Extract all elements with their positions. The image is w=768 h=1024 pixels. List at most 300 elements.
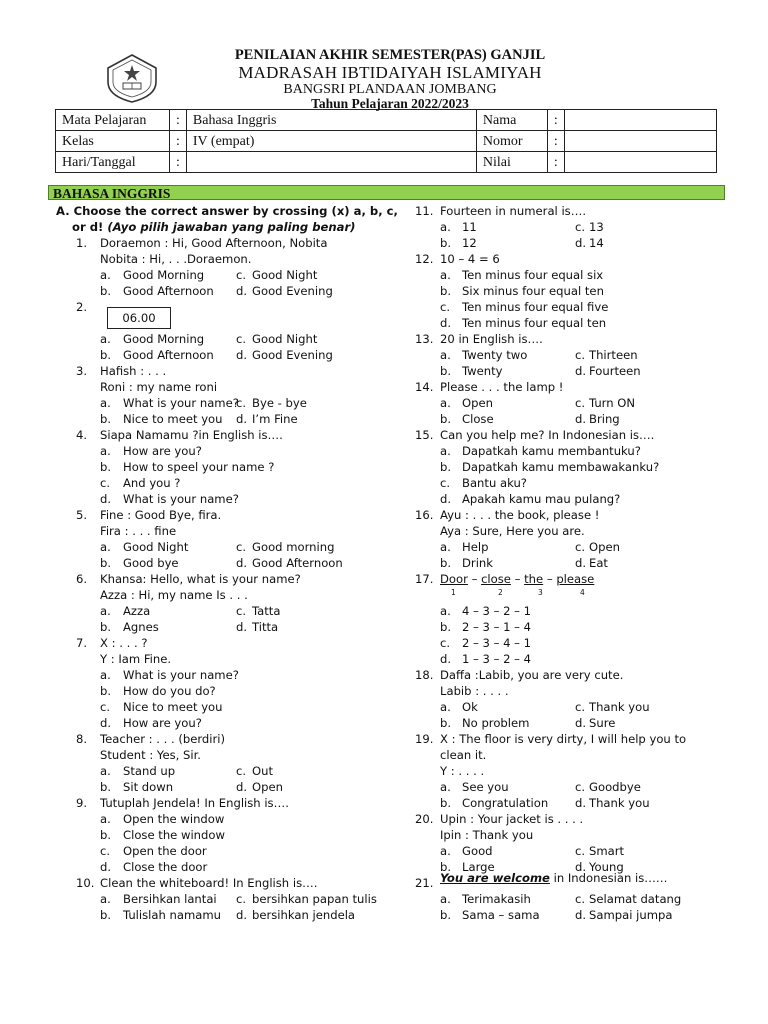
option-text[interactable]: 12 <box>462 236 477 250</box>
question-line <box>415 491 735 507</box>
option-letter[interactable]: c. <box>100 844 111 858</box>
question-line <box>56 667 396 683</box>
option-letter[interactable]: d. <box>236 284 248 298</box>
question-text: Fira : . . . fine <box>100 524 177 538</box>
question-text: Student : Yes, Sir. <box>100 748 201 762</box>
option-text[interactable]: Open the window <box>123 812 225 826</box>
option-letter[interactable]: d. <box>575 236 587 250</box>
question-line <box>56 379 396 395</box>
option-text[interactable]: Good Night <box>123 540 189 554</box>
option-letter[interactable]: a. <box>440 220 451 234</box>
question-line <box>415 427 735 443</box>
option-letter[interactable]: a. <box>440 780 451 794</box>
option-letter[interactable]: a. <box>100 812 111 826</box>
question-line <box>415 443 735 459</box>
option-text[interactable]: Good Morning <box>123 268 205 282</box>
option-letter[interactable]: d. <box>575 908 587 922</box>
option-text[interactable]: Open <box>252 780 283 794</box>
questions-right-column <box>415 203 735 923</box>
info-row <box>56 152 717 173</box>
question-number: 11. <box>415 204 434 218</box>
option-text[interactable]: Good Evening <box>252 284 333 298</box>
option-letter[interactable]: c. <box>440 300 451 314</box>
option-letter[interactable]: c. <box>440 476 451 490</box>
question-line <box>56 443 396 459</box>
subject-label: Mata Pelajaran <box>56 110 170 131</box>
option-text[interactable]: 11 <box>462 220 477 234</box>
option-letter[interactable]: b. <box>440 908 452 922</box>
question-line <box>56 795 396 811</box>
question-text: Labib : . . . . <box>440 684 509 698</box>
score-label: Nilai <box>476 152 547 173</box>
option-letter[interactable]: d. <box>440 316 452 330</box>
option-text[interactable]: Nice to meet you <box>123 412 223 426</box>
question-text: Siapa Namamu ?in English is…. <box>100 428 283 442</box>
question-line <box>415 203 735 219</box>
question-line <box>56 683 396 699</box>
option-letter[interactable]: a. <box>440 540 451 554</box>
option-text[interactable]: Out <box>252 764 274 778</box>
option-letter[interactable]: a. <box>440 444 451 458</box>
question-text: Daffa :Labib, you are very cute. <box>440 668 624 682</box>
option-text[interactable]: Close <box>462 412 494 426</box>
option-letter[interactable]: d. <box>575 364 587 378</box>
option-text[interactable]: No problem <box>462 716 530 730</box>
question-line <box>56 587 396 603</box>
option-text[interactable]: Eat <box>589 556 608 570</box>
option-text[interactable]: Terimakasih <box>462 892 531 906</box>
option-text[interactable]: Open <box>462 396 493 410</box>
option-text[interactable]: Titta <box>252 620 279 634</box>
question-text: Roni : my name roni <box>100 380 218 394</box>
question-text: Ipin : Thank you <box>440 828 534 842</box>
option-letter[interactable]: a. <box>440 268 451 282</box>
option-letter[interactable]: c. <box>575 540 586 554</box>
option-text[interactable]: And you ? <box>123 476 181 490</box>
question-line <box>415 459 735 475</box>
number-label: Nomor <box>476 131 547 152</box>
option-text[interactable]: Congratulation <box>462 796 549 810</box>
question-line <box>56 539 396 555</box>
option-text[interactable]: Turn ON <box>589 396 636 410</box>
option-text[interactable]: Good Evening <box>252 348 333 362</box>
option-letter[interactable]: c. <box>575 396 586 410</box>
colon: : <box>547 131 564 152</box>
option-text[interactable]: 2 – 3 – 4 – 1 <box>462 636 532 650</box>
option-letter[interactable]: b. <box>440 364 452 378</box>
question-line <box>415 779 735 795</box>
option-letter[interactable]: a. <box>100 540 111 554</box>
option-letter[interactable]: c. <box>575 780 586 794</box>
option-text[interactable]: Large <box>462 860 495 874</box>
phrase-you-are-welcome: You are welcome <box>440 871 550 885</box>
option-text[interactable]: Ten minus four equal ten <box>462 316 607 330</box>
question-line <box>415 683 735 699</box>
question-text: Teacher : . . . (berdiri) <box>100 732 226 746</box>
option-text[interactable]: Good Afternoon <box>123 284 214 298</box>
option-text[interactable]: Good Morning <box>123 332 205 346</box>
question-line <box>56 267 396 283</box>
question-text: clean it. <box>440 748 487 762</box>
question-line <box>56 235 396 251</box>
option-text[interactable]: Azza <box>123 604 151 618</box>
option-letter[interactable]: d. <box>236 412 248 426</box>
word-number: 1 <box>451 588 456 597</box>
option-text[interactable]: Nice to meet you <box>123 700 223 714</box>
question-number: 5. <box>76 508 88 522</box>
option-letter[interactable]: a. <box>440 348 451 362</box>
question-line <box>415 619 735 635</box>
option-letter[interactable]: a. <box>100 668 111 682</box>
option-text[interactable]: See you <box>462 780 509 794</box>
option-letter[interactable]: b. <box>100 348 112 362</box>
question-line <box>56 843 396 859</box>
option-text[interactable]: Open <box>589 540 620 554</box>
option-text[interactable]: Ten minus four equal six <box>462 268 604 282</box>
option-letter[interactable]: a. <box>440 892 451 906</box>
header-school-year: Tahun Pelajaran 2022/2023 <box>311 95 469 111</box>
question-text: Upin : Your jacket is . . . . <box>440 812 584 826</box>
question-text: X : . . . ? <box>100 636 148 650</box>
question-text: in Indonesian is…… <box>549 871 668 885</box>
option-letter[interactable]: a. <box>440 700 451 714</box>
question-line <box>415 587 735 603</box>
option-letter[interactable]: d. <box>440 652 452 666</box>
question-number: 12. <box>415 252 434 266</box>
question-number: 10. <box>76 876 95 890</box>
option-text[interactable]: Goodbye <box>589 780 641 794</box>
question-text: Can you help me? In Indonesian is…. <box>440 428 655 442</box>
question-line <box>415 283 735 299</box>
option-letter[interactable]: c. <box>100 476 111 490</box>
option-letter[interactable]: a. <box>100 396 111 410</box>
question-line <box>415 539 735 555</box>
question-line <box>415 843 735 859</box>
option-text[interactable]: 14 <box>589 236 604 250</box>
date-label: Hari/Tanggal <box>56 152 170 173</box>
option-text[interactable]: What is your name? <box>123 492 239 506</box>
option-text[interactable]: Help <box>462 540 489 554</box>
question-line <box>415 715 735 731</box>
dash: – <box>510 572 525 586</box>
question-text: 20 in English is…. <box>440 332 543 346</box>
option-text[interactable]: Good bye <box>123 556 179 570</box>
option-letter[interactable]: c. <box>575 700 586 714</box>
question-line <box>56 427 396 443</box>
option-text[interactable]: 4 – 3 – 2 – 1 <box>462 604 532 618</box>
option-text[interactable]: Bersihkan lantai <box>123 892 217 906</box>
option-text[interactable]: Good Afternoon <box>252 556 343 570</box>
option-letter[interactable]: a. <box>100 604 111 618</box>
option-letter[interactable]: c. <box>100 700 111 714</box>
option-text[interactable]: Thank you <box>589 700 650 714</box>
header-school-name: MADRASAH IBTIDAIYAH ISLAMIYAH <box>238 62 542 82</box>
question-line <box>56 523 396 539</box>
question-line <box>56 571 396 587</box>
option-text[interactable]: Sit down <box>123 780 174 794</box>
name-label: Nama <box>476 110 547 131</box>
option-text[interactable]: bersihkan papan tulis <box>252 892 377 906</box>
exam-header <box>170 46 610 110</box>
question-line <box>56 411 396 427</box>
question-line <box>56 635 396 651</box>
option-text[interactable]: Ok <box>462 700 478 714</box>
option-text[interactable]: Tulislah namamu <box>123 908 222 922</box>
instruction-text: A. Choose the correct answer by crossing (x) a, b, c, <box>56 204 398 218</box>
option-text[interactable]: Good <box>462 844 493 858</box>
option-text[interactable]: Good Night <box>252 332 318 346</box>
question-number: 17. <box>415 572 434 586</box>
question-line <box>56 747 396 763</box>
option-text[interactable]: How are you? <box>123 444 202 458</box>
option-text[interactable]: 1 – 3 – 2 – 4 <box>462 652 532 666</box>
option-text[interactable]: Agnes <box>123 620 159 634</box>
question-line <box>56 475 396 491</box>
option-letter[interactable]: b. <box>440 620 452 634</box>
option-text[interactable]: Drink <box>462 556 493 570</box>
option-text[interactable]: Sure <box>589 716 616 730</box>
option-text[interactable]: Sama – sama <box>462 908 540 922</box>
option-text[interactable]: Thank you <box>589 796 650 810</box>
option-text[interactable]: Fourteen <box>589 364 641 378</box>
option-letter[interactable]: b. <box>440 860 452 874</box>
option-text[interactable]: Dapatkah kamu membantuku? <box>462 444 641 458</box>
question-text: Clean the whiteboard! In English is…. <box>100 876 318 890</box>
option-text[interactable]: Ten minus four equal five <box>462 300 609 314</box>
question-line <box>415 363 735 379</box>
option-text[interactable]: I’m Fine <box>252 412 298 426</box>
question-number: 15. <box>415 428 434 442</box>
question-line <box>415 219 735 235</box>
option-text[interactable]: How do you do? <box>123 684 216 698</box>
option-letter[interactable]: d. <box>236 908 248 922</box>
option-text[interactable]: Twenty <box>462 364 503 378</box>
option-text[interactable]: Close the window <box>123 828 225 842</box>
question-line <box>415 811 735 827</box>
option-text[interactable]: Good morning <box>252 540 335 554</box>
option-letter[interactable]: a. <box>100 444 111 458</box>
option-text[interactable]: 2 – 3 – 1 – 4 <box>462 620 532 634</box>
option-text[interactable]: Young <box>589 860 624 874</box>
option-letter[interactable]: b. <box>440 556 452 570</box>
question-text: Khansa: Hello, what is your name? <box>100 572 301 586</box>
option-letter[interactable]: a. <box>440 396 451 410</box>
colon: : <box>547 152 564 173</box>
colon: : <box>170 110 187 131</box>
number-field[interactable] <box>564 131 716 152</box>
option-text[interactable]: What is your name? <box>123 396 239 410</box>
question-line <box>56 283 396 299</box>
dash: – <box>467 572 482 586</box>
option-letter[interactable]: c. <box>575 220 586 234</box>
option-text[interactable]: How are you? <box>123 716 202 730</box>
option-letter[interactable]: b. <box>100 780 112 794</box>
instruction-line <box>56 219 396 235</box>
question-line <box>56 827 396 843</box>
option-letter[interactable]: a. <box>100 332 111 346</box>
option-letter[interactable]: d. <box>100 716 112 730</box>
question-line <box>56 907 396 923</box>
option-text[interactable]: Good Afternoon <box>123 348 214 362</box>
question-number: 3. <box>76 364 88 378</box>
option-text[interactable]: bersihkan jendela <box>252 908 356 922</box>
header-location: BANGSRI PLANDAAN JOMBANG <box>283 81 497 97</box>
option-letter[interactable]: c. <box>236 268 247 282</box>
option-text[interactable]: Tatta <box>252 604 281 618</box>
option-letter[interactable]: d. <box>236 556 248 570</box>
option-letter[interactable]: d. <box>575 860 587 874</box>
option-letter[interactable]: b. <box>440 284 452 298</box>
option-letter[interactable]: d. <box>575 412 587 426</box>
option-letter[interactable]: c. <box>236 332 247 346</box>
name-field[interactable] <box>564 110 716 131</box>
option-letter[interactable]: b. <box>440 236 452 250</box>
option-letter[interactable]: b. <box>100 412 112 426</box>
time-box: 06.00 <box>107 307 171 329</box>
option-letter[interactable]: c. <box>236 764 247 778</box>
option-letter[interactable]: c. <box>575 348 586 362</box>
option-letter[interactable]: b. <box>100 460 112 474</box>
class-value: IV (empat) <box>186 131 476 152</box>
option-letter[interactable]: a. <box>440 604 451 618</box>
option-text[interactable]: Bye - bye <box>252 396 307 410</box>
option-letter[interactable]: d. <box>575 796 587 810</box>
question-number: 1. <box>76 236 88 250</box>
option-letter[interactable]: b. <box>440 460 452 474</box>
option-letter[interactable]: b. <box>440 716 452 730</box>
question-text: 10 – 4 = 6 <box>440 252 500 266</box>
option-letter[interactable]: d. <box>440 492 452 506</box>
question-line <box>56 507 396 523</box>
option-letter[interactable]: a. <box>100 892 111 906</box>
option-letter[interactable]: b. <box>440 412 452 426</box>
option-letter[interactable]: c. <box>575 844 586 858</box>
option-text[interactable]: Close the door <box>123 860 208 874</box>
option-letter[interactable]: c. <box>440 636 451 650</box>
option-letter[interactable]: c. <box>236 540 247 554</box>
question-line <box>415 603 735 619</box>
question-line <box>56 555 396 571</box>
question-text: Aya : Sure, Here you are. <box>440 524 585 538</box>
question-line <box>415 635 735 651</box>
question-line <box>56 891 396 907</box>
colon: : <box>170 152 187 173</box>
option-text[interactable]: Dapatkah kamu membawakanku? <box>462 460 660 474</box>
option-text[interactable]: What is your name? <box>123 668 239 682</box>
option-letter[interactable]: b. <box>100 908 112 922</box>
question-line <box>56 491 396 507</box>
question-number: 20. <box>415 812 434 826</box>
option-letter[interactable]: a. <box>100 764 111 778</box>
option-letter[interactable]: b. <box>100 828 112 842</box>
score-field[interactable] <box>564 152 716 173</box>
option-letter[interactable]: d. <box>100 492 112 506</box>
option-text[interactable]: Stand up <box>123 764 176 778</box>
question-line <box>415 523 735 539</box>
question-line <box>415 699 735 715</box>
option-text[interactable]: Twenty two <box>462 348 528 362</box>
question-number: 19. <box>415 732 434 746</box>
option-letter[interactable]: d. <box>236 780 248 794</box>
option-text[interactable]: Bring <box>589 412 620 426</box>
option-text[interactable]: Sampai jumpa <box>589 908 673 922</box>
question-line <box>415 267 735 283</box>
word-the: the <box>524 572 544 586</box>
question-line <box>56 363 396 379</box>
option-letter[interactable]: c. <box>236 892 247 906</box>
question-text: Y : Iam Fine. <box>100 652 172 666</box>
option-text[interactable]: Apakah kamu mau pulang? <box>462 492 621 506</box>
option-letter[interactable]: c. <box>236 396 247 410</box>
question-line <box>56 699 396 715</box>
question-line <box>415 379 735 395</box>
question-number: 14. <box>415 380 434 394</box>
option-text[interactable]: Six minus four equal ten <box>462 284 604 298</box>
dash: – <box>543 572 557 586</box>
option-letter[interactable]: d. <box>100 860 112 874</box>
question-line <box>415 507 735 523</box>
question-line <box>56 715 396 731</box>
class-label: Kelas <box>56 131 170 152</box>
option-letter[interactable]: a. <box>440 844 451 858</box>
option-letter[interactable]: b. <box>440 796 452 810</box>
option-text[interactable]: How to speel your name ? <box>123 460 275 474</box>
option-letter[interactable]: d. <box>575 556 587 570</box>
question-text: Hafish : . . . <box>100 364 167 378</box>
question-line <box>415 331 735 347</box>
option-text[interactable]: Thirteen <box>589 348 638 362</box>
section-title: BAHASA INGGRIS <box>48 185 725 200</box>
question-line <box>56 251 396 267</box>
option-text[interactable]: 13 <box>589 220 604 234</box>
question-number: 21. <box>415 876 434 890</box>
colon: : <box>170 131 187 152</box>
question-number: 6. <box>76 572 88 586</box>
question-number: 13. <box>415 332 434 346</box>
question-number: 18. <box>415 668 434 682</box>
instruction-text: or d! <box>72 220 108 234</box>
option-letter[interactable]: d. <box>236 620 248 634</box>
date-field[interactable] <box>186 152 476 173</box>
option-letter[interactable]: a. <box>100 268 111 282</box>
option-letter[interactable]: d. <box>236 348 248 362</box>
option-text[interactable]: Smart <box>589 844 625 858</box>
question-number: 2. <box>76 300 88 314</box>
question-line <box>56 619 396 635</box>
option-letter[interactable]: b. <box>100 284 112 298</box>
option-letter[interactable]: b. <box>100 684 112 698</box>
question-line <box>415 731 735 747</box>
colon: : <box>547 110 564 131</box>
option-letter[interactable]: c. <box>236 604 247 618</box>
question-text: Please . . . the lamp ! <box>440 380 564 394</box>
option-text[interactable]: Selamat datang <box>589 892 682 906</box>
question-number: 8. <box>76 732 88 746</box>
student-info-table <box>55 109 717 173</box>
option-letter[interactable]: b. <box>100 556 112 570</box>
option-text[interactable]: Bantu aku? <box>462 476 527 490</box>
question-line <box>415 651 735 667</box>
option-letter[interactable]: b. <box>100 620 112 634</box>
option-letter[interactable]: c. <box>575 892 586 906</box>
option-text[interactable]: Open the door <box>123 844 207 858</box>
question-text: Doraemon : Hi, Good Afternoon, Nobita <box>100 236 328 250</box>
word-door: Door <box>440 572 468 586</box>
question-line <box>415 667 735 683</box>
option-letter[interactable]: d. <box>575 716 587 730</box>
question-line <box>415 251 735 267</box>
option-text[interactable]: Good Night <box>252 268 318 282</box>
